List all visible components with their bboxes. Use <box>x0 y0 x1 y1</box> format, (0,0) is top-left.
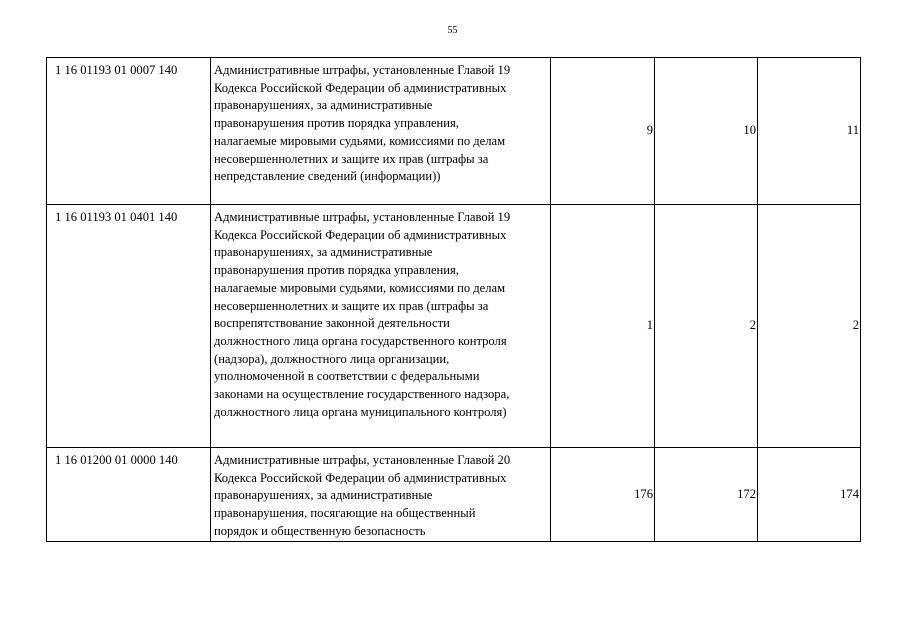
description-line: Административные штрафы, установленные Главой 19 <box>214 63 511 77</box>
description-line: уполномоченной в соответствии с федеральными <box>214 369 480 384</box>
classification-code: 1 16 01200 01 0000 140 <box>47 448 211 542</box>
description-line: Кодекса Российской Федерации об административных <box>214 80 507 95</box>
value-cell: 9 <box>551 58 655 205</box>
description-line: Кодекса Российской Федерации об административных <box>214 227 507 242</box>
description-line: налагаемые мировыми судьями, комиссиями по делам <box>214 280 506 295</box>
table-row <box>47 205 861 448</box>
classification-code: 1 16 01193 01 0401 140 <box>47 205 211 448</box>
value-cell: 10 <box>655 58 758 205</box>
description-line: Административные штрафы, установленные Главой 19 <box>214 210 511 224</box>
description-line: правонарушения, посягающие на общественный <box>214 506 476 521</box>
classification-code: 1 16 01193 01 0007 140 <box>47 58 211 205</box>
description-line: правонарушениях, за административные <box>214 245 433 260</box>
description-line: непредставление сведений (информации)) <box>214 169 441 184</box>
value-cell: 176 <box>551 448 655 542</box>
description-line: Административные штрафы, установленные Главой 20 <box>214 453 511 467</box>
description-line: правонарушениях, за административные <box>214 98 433 113</box>
description-line: правонарушениях, за административные <box>214 488 433 503</box>
value-cell: 2 <box>655 205 758 448</box>
description-line: законами на осуществление государственного надзора, <box>214 387 510 402</box>
description-line: порядок и общественную безопасность <box>214 523 426 538</box>
value-cell: 172 <box>655 448 758 542</box>
description-line: правонарушения против порядка управления, <box>214 263 459 278</box>
description-line: правонарушения против порядка управления, <box>214 116 459 131</box>
revenue-description <box>211 448 551 542</box>
revenue-description <box>211 58 551 205</box>
description-line: несовершеннолетних и защите их прав (штрафы за <box>214 151 489 166</box>
description-line: налагаемые мировыми судьями, комиссиями по делам <box>214 133 506 148</box>
value-cell: 11 <box>758 58 861 205</box>
description-line: несовершеннолетних и защите их прав (штрафы за <box>214 298 489 313</box>
revenue-description <box>211 205 551 448</box>
description-line: воспрепятствование законной деятельности <box>214 316 450 331</box>
value-cell: 1 <box>551 205 655 448</box>
value-cell: 174 <box>758 448 861 542</box>
page-number: 55 <box>447 25 458 36</box>
description-line: Кодекса Российской Федерации об административных <box>214 470 507 485</box>
budget-table <box>46 57 861 542</box>
table-row <box>47 58 861 205</box>
description-line: должностного лица органа муниципального контроля) <box>214 404 507 419</box>
description-line: (надзора), должностного лица организации, <box>214 351 450 366</box>
value-cell: 2 <box>758 205 861 448</box>
description-line: должностного лица органа государственного контроля <box>214 333 507 348</box>
table-row <box>47 448 861 542</box>
